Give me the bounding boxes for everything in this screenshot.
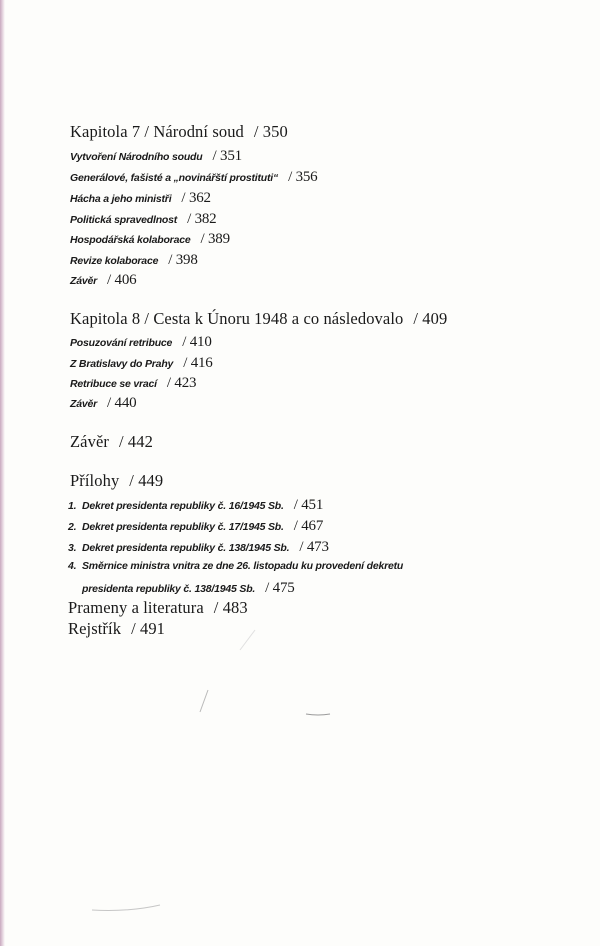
subentry-title: Hospodářská kolaborace: [70, 234, 191, 246]
page-number: / 473: [299, 539, 329, 555]
section-title: Prameny a literatura: [68, 598, 204, 617]
page-number: / 389: [200, 231, 230, 247]
subentry-title: Generálové, fašisté a „novinářští prostituti“: [70, 172, 279, 184]
page-number: / 491: [131, 619, 166, 638]
subentry-title: Dekret presidenta republiky č. 138/1945 Sb.: [82, 542, 290, 554]
page-number: / 416: [183, 355, 213, 371]
page-number: / 423: [166, 375, 197, 391]
subentry-title: Hácha a jeho ministři: [70, 193, 172, 205]
pencil-stroke: [240, 630, 255, 650]
subentry-title: Revize kolaborace: [70, 255, 159, 267]
page-number: / 356: [288, 169, 318, 185]
section-title: Závěr: [70, 432, 109, 451]
chapter-title: Kapitola 7 / Národní soud: [70, 122, 244, 141]
page-number: / 451: [293, 497, 324, 513]
section-title: Rejstřík: [68, 619, 122, 638]
subentry-title: Směrnice ministra vnitra ze dne 26. listopadu ku provedení dekretu: [82, 560, 404, 572]
page-number: / 442: [118, 432, 153, 451]
chapter-title: Kapitola 8 / Cesta k Únoru 1948 a co následovalo: [70, 309, 404, 328]
page-number: / 350: [253, 122, 288, 141]
page-number: / 409: [413, 309, 448, 328]
subentry-title: Posuzování retribuce: [70, 337, 173, 349]
item-number: 3.: [68, 542, 77, 554]
page-number: / 410: [182, 334, 212, 350]
subentry-title: Dekret presidenta republiky č. 16/1945 Sb.: [82, 500, 284, 512]
subentry-title: Závěr: [70, 398, 98, 410]
page-number: / 382: [187, 211, 217, 227]
subentry-title: presidenta republiky č. 138/1945 Sb.: [82, 583, 256, 595]
page-number: / 398: [168, 252, 198, 268]
item-number: 1.: [68, 500, 77, 512]
page-number: / 406: [107, 272, 137, 288]
page-number: / 440: [107, 395, 137, 411]
subentry-title: Retribuce se vrací: [70, 378, 157, 390]
page-number: / 483: [213, 598, 248, 617]
item-number: 4.: [68, 560, 77, 572]
subentry-title: Politická spravedlnost: [70, 214, 178, 226]
subentry-title: Z Bratislavy do Prahy: [70, 358, 174, 370]
pencil-stroke: [92, 905, 160, 910]
subentry-title: Vytvoření Národního soudu: [70, 151, 203, 163]
pencil-stroke: [306, 714, 330, 715]
page-number: / 449: [129, 471, 164, 490]
page-number: / 351: [212, 148, 242, 164]
page-number: / 475: [265, 580, 295, 596]
pencil-stroke: [200, 690, 208, 712]
page-number: / 362: [181, 190, 211, 206]
page-number: / 467: [293, 518, 324, 534]
subentry-title: Závěr: [70, 275, 98, 287]
section-title: Přílohy: [70, 471, 120, 490]
subentry-title: Dekret presidenta republiky č. 17/1945 Sb.: [82, 521, 284, 533]
item-number: 2.: [68, 521, 77, 533]
